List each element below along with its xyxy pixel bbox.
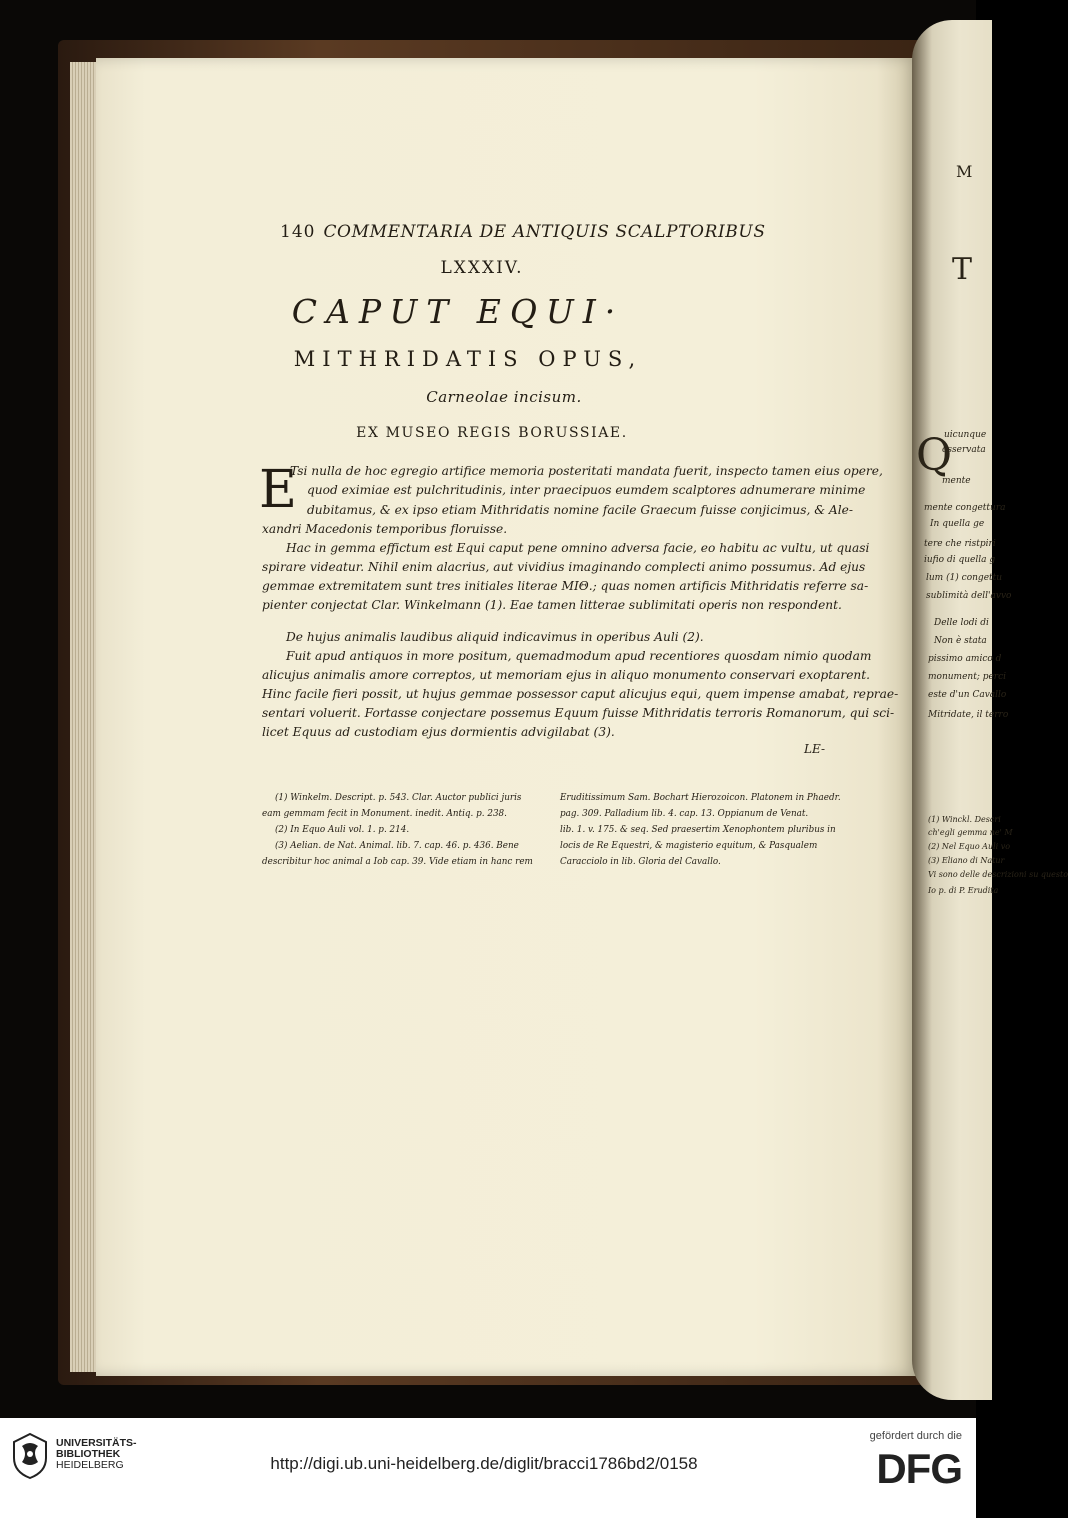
footnote-right: Caracciolo in lib. Gloria del Cavallo. [560, 857, 721, 867]
footnote-right: pag. 309. Palladium lib. 4. cap. 13. Oppianum de Venat. [560, 809, 809, 819]
facing-line: Mitridate, il terro [928, 710, 1009, 720]
source-line: EX MUSEO REGIS BORUSSIAE. [356, 425, 628, 441]
facing-line: pissimo amico d [928, 654, 1002, 664]
footnote-right: lib. 1. v. 175. & seq. Sed praesertim Xenophontem pluribus in [560, 825, 836, 835]
footnote-left: (2) In Equo Auli vol. 1. p. 214. [275, 825, 410, 835]
facing-line: lum (1) congettu [926, 573, 1003, 583]
facing-line: In quella ge [930, 519, 985, 529]
facing-line: monument; perci [928, 672, 1007, 682]
body-line: alicujus animalis amore correptos, ut memoriam ejus in aliquo monumento conservari exoptarent. [262, 668, 871, 682]
funder-label: gefördert durch die [869, 1430, 962, 1442]
body-line: Tsi nulla de hoc egregio artifice memoria posteritati mandata fuerit, inspecto tamen eius opere, [290, 464, 883, 478]
drop-cap: E [259, 460, 297, 520]
facing-footnote: (3) Eliano di Natur [928, 856, 1005, 865]
institution-line: HEIDELBERG [56, 1459, 124, 1471]
footnote-right: Eruditissimum Sam. Bochart Hierozoicon. Platonem in Phaedr. [560, 793, 841, 803]
facing-line: mente [942, 476, 971, 486]
page-number: 140 [280, 222, 316, 242]
facing-line: este d'un Cavallo [928, 690, 1007, 700]
footnote-left: describitur hoc animal a Iob cap. 39. Vide etiam in hanc rem [262, 857, 533, 867]
institution-line: BIBLIOTHEK [56, 1448, 121, 1460]
body-line: Hinc facile fieri possit, ut hujus gemmae possessor caput alicujus equi, quem impense amabat, reprae- [262, 687, 899, 701]
running-header [280, 222, 766, 242]
facing-letter: Q [916, 430, 953, 481]
material-line: Carneolae incisum. [426, 388, 582, 406]
body-line: sentari voluerit. Fortasse conjectare possemus Equum fuisse Mithridatis terroris Romanorum, qui sci- [262, 706, 895, 720]
facing-line: Delle lodi di [934, 618, 989, 628]
page-subtitle: MITHRIDATIS OPUS, [293, 347, 643, 371]
viewer-footer [0, 1418, 976, 1518]
facing-line: uicunque [944, 430, 987, 440]
facing-line: sublimità dell'avvo [926, 591, 1012, 601]
body-line: quod eximiae est pulchritudinis, inter praecipuos eumdem scalptores adnumerare minime [307, 483, 866, 497]
facing-letter: T [952, 252, 973, 287]
chapter-numeral: LXXXIV. [440, 258, 524, 278]
footnote-left: (1) Winkelm. Descript. p. 543. Clar. Auctor publici juris [275, 793, 522, 803]
footnote-left: eam gemmam fecit in Monument. inedit. Antiq. p. 238. [262, 809, 507, 819]
body-line: De hujus animalis laudibus aliquid indicavimus in operibus Auli (2). [286, 630, 704, 644]
facing-line: tere che ristpiri [924, 539, 996, 549]
facing-footnote: (1) Winckl. Descri [928, 815, 1001, 824]
facing-line: Non è stata [934, 636, 987, 646]
facing-footnote: (2) Nel Equo Auli vo [928, 842, 1011, 851]
facing-page [912, 20, 1068, 1400]
facing-line: iufio di quella g [924, 555, 996, 565]
body-line: pienter conjectat Clar. Winkelmann (1). Eae tamen litterae sublimitati operis non respondent. [262, 598, 842, 612]
facing-footnote: Vi sono delle descrizioni su questo [928, 870, 1068, 879]
header-title: COMMENTARIA DE ANTIQUIS SCALPTORIBUS [323, 222, 766, 242]
facing-footnote: Io p. di P. Erudita [928, 886, 999, 895]
body-line: spirare videatur. Nihil enim alacrius, aut vividius imaginando complecti animo possumus. Ad ejus [262, 560, 866, 574]
footnote-left: (3) Aelian. de Nat. Animal. lib. 7. cap. 46. p. 436. Bene [275, 841, 519, 851]
facing-line: osservata [942, 445, 986, 455]
body-line: Hac in gemma effictum est Equi caput pene omnino adversa facie, eo habitu ac vultu, ut quasi [286, 541, 870, 555]
facing-line: mente congettura [924, 503, 1006, 513]
facing-footnote: ch'egli gemma ne' M [928, 828, 1013, 837]
body-line: licet Equus ad custodiam ejus dormientis advigilabat (3). [262, 725, 615, 739]
body-line: dubitamus, & ex ipso etiam Mithridatis nomine facile Graecum fuisse conjicimus, & Ale- [307, 503, 853, 517]
permalink-url[interactable]: http://digi.ub.uni-heidelberg.de/diglit/bracci1786bd2/0158 [270, 1454, 698, 1473]
page-title: CAPUT EQUI· [291, 292, 625, 331]
catchword: LE- [804, 742, 826, 756]
body-line: gemmae extremitatem sunt tres initiales literae ΜΙΘ.; quas nomen artificis Mithridatis referre sa- [262, 579, 869, 593]
footnote-right: locis de Re Equestri, & magisterio equitum, & Pasqualem [560, 841, 818, 851]
dfg-logo: DFG [876, 1445, 962, 1492]
institution-line: UNIVERSITÄTS- [56, 1437, 137, 1449]
body-line: xandri Macedonis temporibus floruisse. [262, 522, 508, 536]
body-line: Fuit apud antiquos in more positum, quemadmodum apud recentiores quosdam nimio quodam [286, 649, 872, 663]
facing-letter: M [956, 162, 973, 181]
